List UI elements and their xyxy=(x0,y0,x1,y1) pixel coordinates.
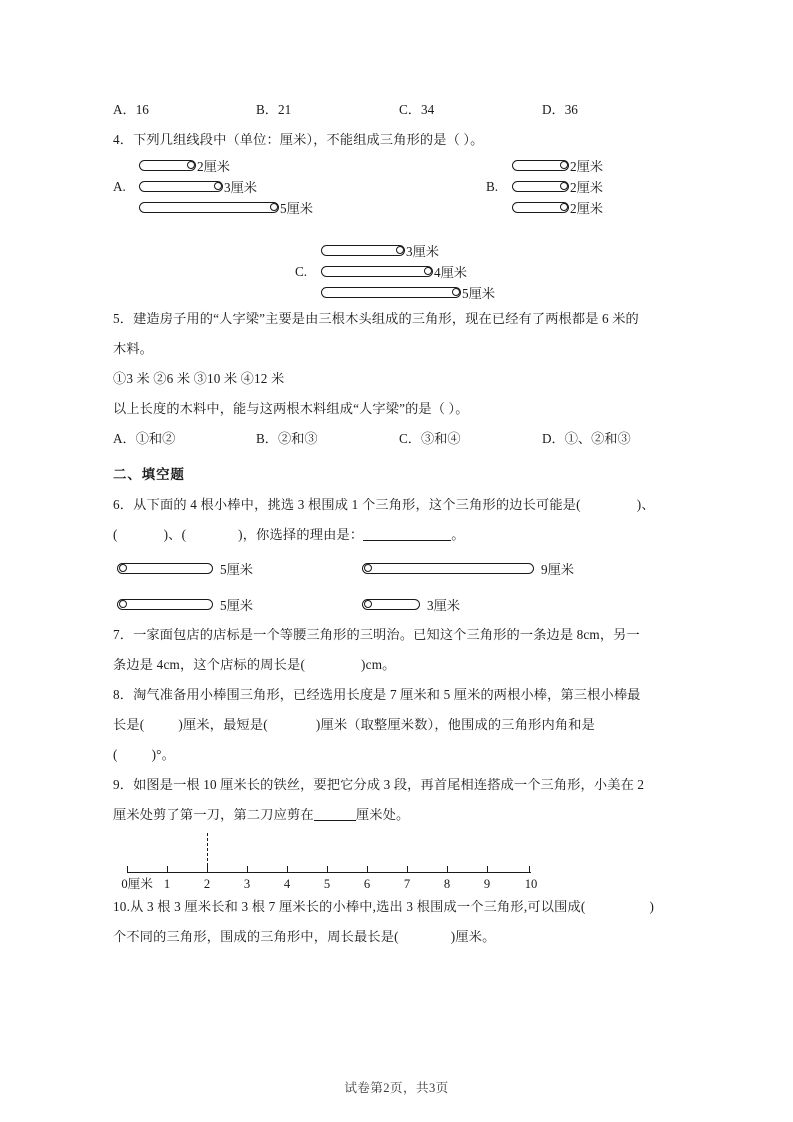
q3-option-c[interactable]: C．34 xyxy=(399,102,435,117)
q6-blank-1-open[interactable]: ( xyxy=(113,527,118,542)
q10-blank-1-close[interactable]: ) xyxy=(649,899,655,914)
ruler-tick-10 xyxy=(529,866,530,873)
stick-bar xyxy=(139,181,223,192)
stick-bar xyxy=(512,181,569,192)
ruler-label-6: 6 xyxy=(363,877,371,891)
ruler-label-1: 1 xyxy=(163,877,171,891)
q5-option-c[interactable]: C．③和④ xyxy=(399,431,461,446)
q10-line1-text: 10.从 3 根 3 厘米长和 3 根 7 厘米长的小棒中,选出 3 根围成一个三角形,可以围成( xyxy=(113,899,586,914)
q4-c-stick-3-row xyxy=(295,282,495,303)
ruler-cut-marker xyxy=(207,833,208,866)
q4-diagram-block xyxy=(113,155,683,240)
q6-stick-4 xyxy=(362,594,460,615)
q5-choice-row xyxy=(113,424,683,454)
q8-blank-3-open: ( xyxy=(113,747,118,762)
q6-stick-1 xyxy=(117,558,253,579)
q7-line1: 7．一家面包店的店标是一个等腰三角形的三明治。已知这个三角形的一条边是 8cm，另一 xyxy=(113,627,640,642)
section-title-fill-in-blanks: 二、填空题 xyxy=(113,467,185,482)
ruler-tick-1 xyxy=(167,866,168,873)
ruler-tick-9 xyxy=(487,866,488,873)
ruler-label-2: 2 xyxy=(203,877,211,891)
q4-option-b[interactable] xyxy=(486,155,603,218)
ruler-label-7: 7 xyxy=(403,877,411,891)
q8-blank-3-close[interactable]: )°。 xyxy=(151,747,176,762)
q4-b-stick-2-row xyxy=(486,176,603,197)
stick-bar xyxy=(117,563,213,574)
stick-length-label: 9厘米 xyxy=(541,562,574,577)
q5-line2: 木料。 xyxy=(113,341,154,356)
q4-c-stick-2-row xyxy=(295,261,495,282)
page-content xyxy=(113,95,683,952)
stick-bar xyxy=(321,245,405,256)
q6-reason-blank[interactable] xyxy=(363,527,451,541)
q6-line2 xyxy=(113,520,683,550)
ruler-tick-3 xyxy=(247,866,248,873)
q4-b-stick-3-row xyxy=(486,197,603,218)
stick-bar xyxy=(139,160,196,171)
q5-items: ①3 米 ②6 米 ③10 米 ④12 米 xyxy=(113,371,285,386)
q4-a-stick-3-row xyxy=(113,197,313,218)
q4-a-stick-2-row xyxy=(113,176,313,197)
q9-ruler-diagram xyxy=(121,830,538,892)
ruler-tick-0 xyxy=(127,866,128,873)
q9-answer-blank[interactable] xyxy=(314,807,356,821)
q6-diagram-block xyxy=(113,558,683,620)
stick-length-label: 5厘米 xyxy=(220,598,253,613)
page-footer: 试卷第2页，共3页 xyxy=(344,1081,449,1095)
q4-option-b-letter: B. xyxy=(486,178,499,194)
q6-line1-tail: )、 xyxy=(636,497,655,512)
q9-line1: 9．如图是一根 10 厘米长的铁丝，要把它分成 3 段，再首尾相连搭成一个三角形，小美在 2 xyxy=(113,777,645,792)
q5-option-b[interactable]: B．②和③ xyxy=(256,431,318,446)
q4-option-c-letter: C. xyxy=(295,263,308,279)
stick-length-label: 2厘米 xyxy=(570,180,603,195)
ruler-label-5: 5 xyxy=(323,877,331,891)
stick-length-label: 2厘米 xyxy=(570,159,603,174)
ruler-label-8: 8 xyxy=(443,877,451,891)
q6-reason-text: )，你选择的理由是： xyxy=(238,527,364,542)
q6-blank-2-open[interactable]: )、( xyxy=(163,527,187,542)
q5-option-a[interactable]: A．①和② xyxy=(113,431,176,446)
q5-line1: 5．建造房子用的“人字梁”主要是由三根木头组成的三角形，现在已经有了两根都是 6 米的 xyxy=(113,311,639,326)
ruler-tick-5 xyxy=(327,866,328,873)
ruler-tick-8 xyxy=(447,866,448,873)
q3-option-b[interactable]: B．21 xyxy=(256,102,292,117)
ruler-label-3: 3 xyxy=(243,877,251,891)
ruler-tick-7 xyxy=(407,866,408,873)
stick-bar xyxy=(321,266,433,277)
stick-length-label: 4厘米 xyxy=(434,265,467,280)
q8-blank-1-open: 长是( xyxy=(113,717,145,732)
q6-stick-row-2 xyxy=(117,594,253,615)
q6-stick-row-1b xyxy=(362,558,574,579)
q8-blank-2-close[interactable]: )厘米（取整厘米数），他围成的三角形内角和是 xyxy=(315,717,596,732)
q6-line1-text: 6．从下面的 4 根小棒中，挑选 3 根围成 1 个三角形，这个三角形的边长可能是( xyxy=(113,497,581,512)
q6-line1 xyxy=(113,490,683,520)
q8-line1: 8．淘气准备用小棒围三角形，已经选用长度是 7 厘米和 5 厘米的两根小棒，第三根小棒最 xyxy=(113,687,641,702)
stick-bar xyxy=(321,287,461,298)
stick-length-label: 5厘米 xyxy=(462,286,495,301)
q4-option-c-block xyxy=(113,240,683,304)
stick-length-label: 3厘米 xyxy=(406,244,439,259)
q8-line3 xyxy=(113,740,683,770)
q4-option-c[interactable] xyxy=(295,240,495,303)
ruler-label-9: 9 xyxy=(483,877,491,891)
stick-length-label: 2厘米 xyxy=(570,201,603,216)
stick-length-label: 3厘米 xyxy=(427,598,460,613)
q6-stick-3 xyxy=(117,594,253,615)
q5-line3: 以上长度的木料中，能与这两根木料组成“人字梁”的是（ ）。 xyxy=(113,401,469,416)
ruler-label-10: 10 xyxy=(524,877,538,891)
stick-bar xyxy=(362,599,420,610)
q7-line2-text: 条边是 4cm，这个店标的周长是( xyxy=(113,657,306,672)
q4-option-a-letter: A. xyxy=(113,178,126,194)
stick-bar xyxy=(362,563,534,574)
q3-choice-row xyxy=(113,95,683,125)
q10-line2-text: 个不同的三角形，围成的三角形中，周长最长是( xyxy=(113,929,399,944)
q8-line2 xyxy=(113,710,683,740)
q4-option-a[interactable] xyxy=(113,155,313,218)
q4-stem: 4．下列几组线段中（单位：厘米），不能组成三角形的是（ ）。 xyxy=(113,132,484,147)
q10-line1 xyxy=(113,892,683,922)
q9-line2 xyxy=(113,800,683,830)
stick-bar xyxy=(512,202,569,213)
q4-a-stick-1-row xyxy=(113,155,313,176)
q7-line2 xyxy=(113,650,683,680)
stick-bar xyxy=(139,202,279,213)
q6-line2-end: 。 xyxy=(451,527,465,542)
q6-stick-row-2b xyxy=(362,594,460,615)
ruler-tick-4 xyxy=(287,866,288,873)
q4-b-stick-1-row xyxy=(486,155,603,176)
q6-stick-2 xyxy=(362,558,574,579)
q9-line2-text: 厘米处剪了第一刀，第二刀应剪在 xyxy=(113,807,314,822)
ruler-label-0: 0厘米 xyxy=(121,877,153,891)
q10-blank-2-close[interactable]: )厘米。 xyxy=(450,929,496,944)
ruler-axis-line xyxy=(127,872,531,873)
q10-line2 xyxy=(113,922,683,952)
stick-length-label: 3厘米 xyxy=(224,180,257,195)
q4-c-stick-1-row xyxy=(295,240,495,261)
q7-blank-close[interactable]: )cm。 xyxy=(361,657,396,672)
q3-option-a[interactable]: A．16 xyxy=(113,102,149,117)
stick-length-label: 5厘米 xyxy=(280,201,313,216)
stick-bar xyxy=(117,599,213,610)
q9-line2-end: 厘米处。 xyxy=(355,807,410,822)
q6-stick-row-1 xyxy=(117,558,253,579)
q8-blank-1-close[interactable]: )厘米，最短是( xyxy=(178,717,268,732)
q3-option-d[interactable]: D．36 xyxy=(542,102,578,117)
stick-length-label: 5厘米 xyxy=(220,562,253,577)
ruler-tick-2 xyxy=(207,866,208,873)
q5-option-d[interactable]: D．①、②和③ xyxy=(542,431,631,446)
stick-length-label: 2厘米 xyxy=(197,159,230,174)
ruler-label-4: 4 xyxy=(283,877,291,891)
ruler-tick-6 xyxy=(367,866,368,873)
stick-bar xyxy=(512,160,569,171)
